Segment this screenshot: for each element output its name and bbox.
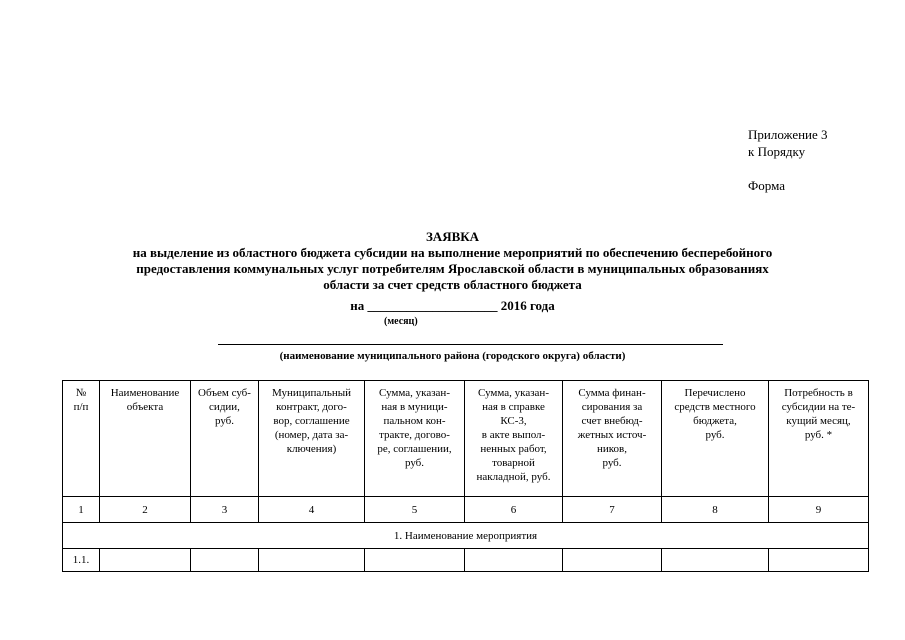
empty-cell — [191, 549, 259, 572]
header-cell-contract-sum: Сумма, указан- ная в муници- пальном кон- тракте, догово- ре, соглашении, руб. — [365, 381, 465, 497]
empty-cell — [662, 549, 769, 572]
title-line-1: на выделение из областного бюджета субсидии на выполнение мероприятий по обеспечению бесперебойного — [132, 245, 773, 260]
section-row — [63, 523, 869, 549]
empty-cell — [465, 549, 563, 572]
column-number: 9 — [769, 497, 869, 523]
month-hint: (месяц) — [384, 316, 418, 327]
header-cell-monthly-need: Потребность в субсидии на те- кущий месяц, руб. * — [769, 381, 869, 497]
column-number: 4 — [259, 497, 365, 523]
column-number-row — [63, 497, 869, 523]
table-header-row — [63, 381, 869, 497]
column-number: 8 — [662, 497, 769, 523]
organization-hint: (наименование муниципального района (городского округа) области) — [279, 350, 626, 362]
empty-cell — [365, 549, 465, 572]
document-heading — [40, 229, 865, 293]
document-title: ЗАЯВКА — [425, 229, 480, 244]
header-cell-object-name: Наименование объекта — [100, 381, 191, 497]
date-line: на ____________________ 2016 года — [350, 298, 555, 313]
column-number: 7 — [563, 497, 662, 523]
item-number: 1.1. — [63, 549, 100, 572]
column-number: 5 — [365, 497, 465, 523]
title-line-3: области за счет средств областного бюджета — [323, 277, 582, 292]
header-cell-extrabudget-sum: Сумма финан- сирования за счет внебюд- жетных источ- ников, руб. — [563, 381, 662, 497]
table-row — [63, 549, 869, 572]
empty-cell — [563, 549, 662, 572]
empty-cell — [259, 549, 365, 572]
appendix-procedure-ref: к Порядку — [748, 144, 806, 159]
column-number: 1 — [63, 497, 100, 523]
application-table — [62, 380, 869, 572]
column-number: 6 — [465, 497, 563, 523]
empty-cell — [769, 549, 869, 572]
empty-cell — [100, 549, 191, 572]
column-number: 3 — [191, 497, 259, 523]
header-cell-number: № п/п — [63, 381, 100, 497]
column-number: 2 — [100, 497, 191, 523]
header-cell-ks3-sum: Сумма, указан- ная в справке КС-3, в акте выпол- ненных работ, товарной накладной, руб. — [465, 381, 563, 497]
section-title: 1. Наименование мероприятия — [63, 523, 869, 549]
title-line-2: предоставления коммунальных услуг потребителям Ярославской области в муниципальных образованиях — [136, 261, 769, 276]
appendix-number: Приложение 3 — [748, 127, 828, 142]
organization-blank-line — [218, 344, 723, 345]
header-cell-subsidy-volume: Объем суб- сидии, руб. — [191, 381, 259, 497]
header-cell-local-budget: Перечислено средств местного бюджета, руб. — [662, 381, 769, 497]
appendix-reference — [748, 126, 828, 160]
header-cell-contract: Муниципальный контракт, дого- вор, соглашение (номер, дата за- ключения) — [259, 381, 365, 497]
form-label: Форма — [748, 178, 785, 193]
